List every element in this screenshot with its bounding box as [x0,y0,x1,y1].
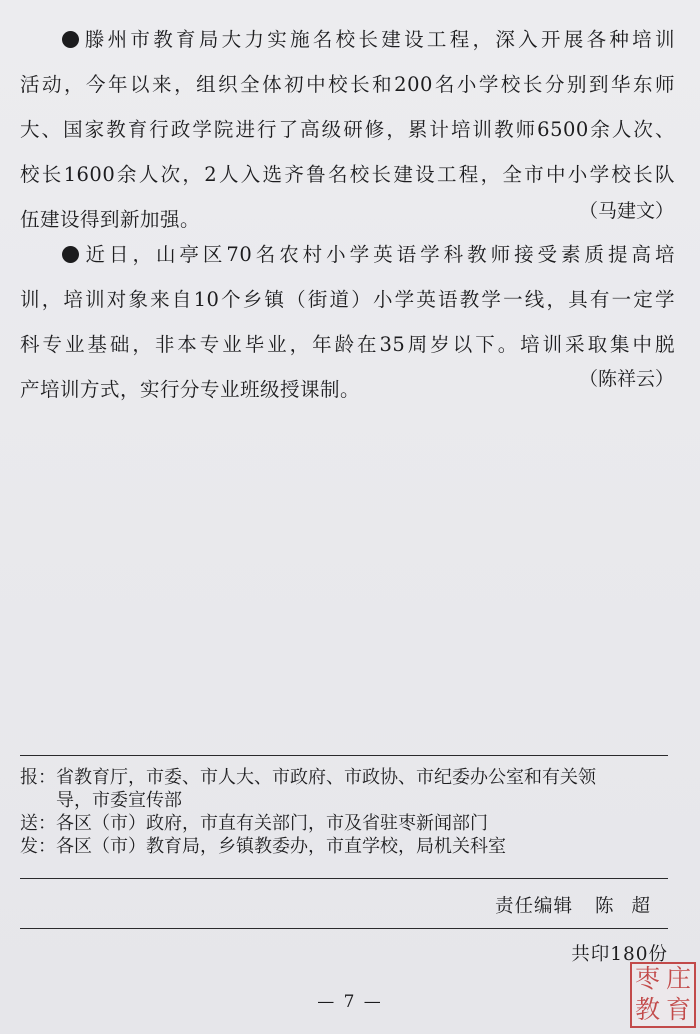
news-item-1 [20,17,675,242]
distribution-report-cont: 导，市委宣传部 [56,790,182,811]
page-number: — 7 — [317,992,383,1012]
divider-middle [20,878,668,879]
distribution-send: 送：各区（市）政府，市直有关部门，市及省驻枣新闻部门 [20,813,488,834]
news-line: 科专业基础，非本专业毕业，年龄在35周岁以下。培训采取集中脱 [20,333,675,356]
news-line: 校长1600余人次，2人入选齐鲁名校长建设工程，全市中小学校长队 [20,163,675,186]
news-line: 训，培训对象来自10个乡镇（街道）小学英语教学一线，具有一定学 [20,288,675,311]
editor-name: 陈超 [594,896,668,917]
distribution-list [20,766,680,858]
news-line: 大、国家教育行政学院进行了高级研修，累计培训教师6500余人次、 [20,118,675,141]
news-line: 滕州市教育局大力实施名校长建设工程，深入开展各种培训 [20,17,675,62]
bullet-icon [62,246,79,263]
news-author-1: （马建文） [578,200,674,222]
news-author-2: （陈祥云） [578,368,674,390]
responsible-editor [495,892,668,918]
stamp-char: 育 [665,995,691,1024]
divider-bottom [20,928,668,929]
stamp-char: 庄 [665,964,691,993]
print-copies: 共印180份 [571,944,668,965]
stamp-char: 枣 [634,964,660,993]
news-line: 伍建设得到新加强。 [20,208,201,231]
news-item-2 [20,232,675,412]
stamp-char: 教 [634,995,660,1024]
editor-label: 责任编辑 [494,896,573,917]
distribution-issue: 发：各区（市）教育局，乡镇教委办，市直学校，局机关科室 [20,836,506,857]
distribution-report: 报：省教育厅，市委、市人大、市政府、市政协、市纪委办公室和有关领 [20,767,596,788]
news-line: 近日，山亭区70名农村小学英语学科教师接受素质提高培 [20,232,675,277]
seal-stamp [630,962,696,1028]
news-line: 产培训方式，实行分专业班级授课制。 [20,378,361,401]
news-line: 活动，今年以来，组织全体初中校长和200名小学校长分别到华东师 [20,73,675,96]
bullet-icon [62,31,79,48]
divider-top [20,755,668,756]
